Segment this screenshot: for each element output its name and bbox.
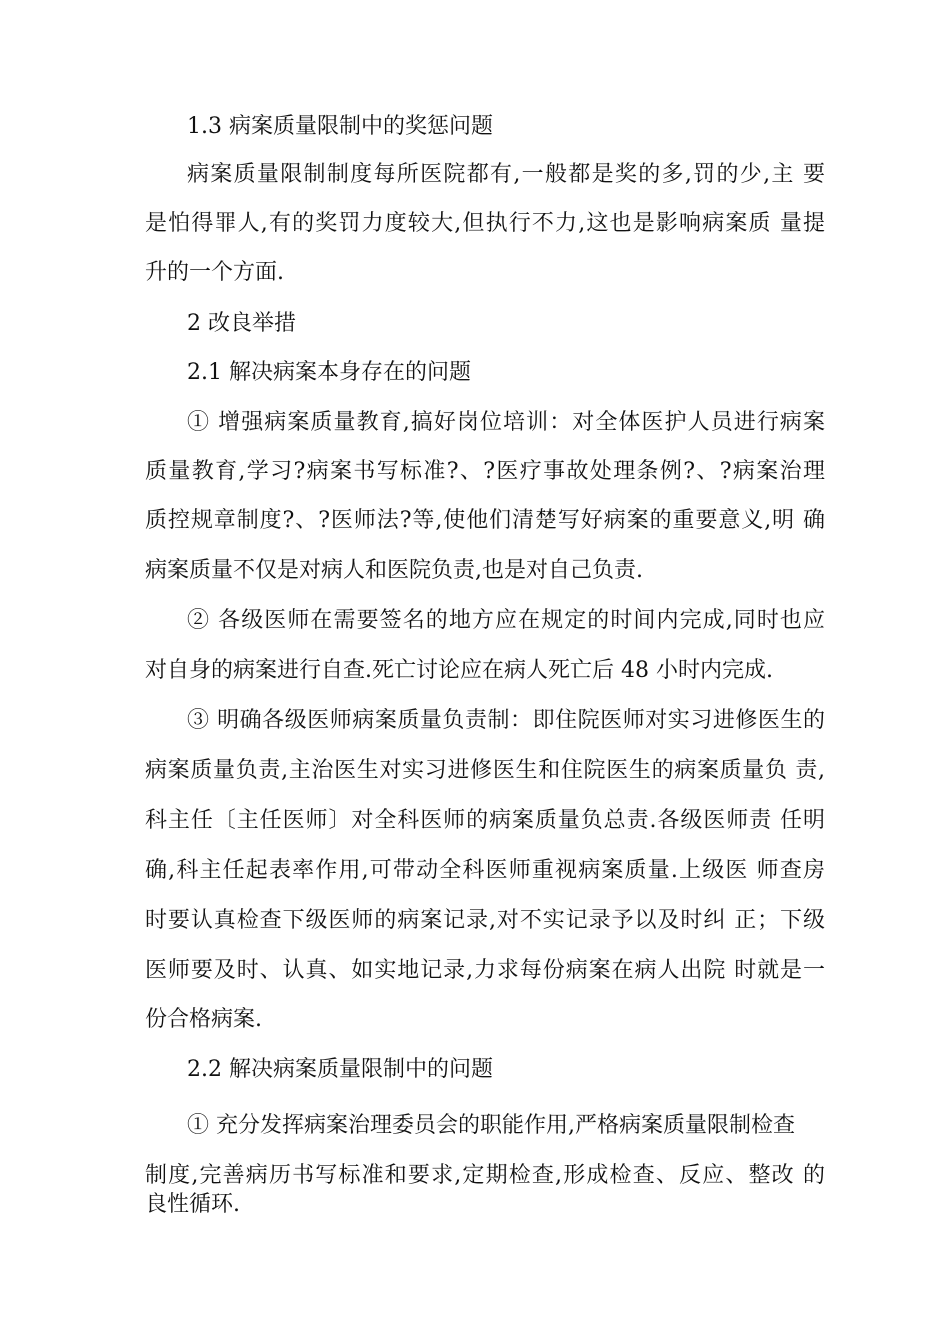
paragraph-line: ① 充分发挥病案治理委员会的职能作用,严格病案质量限制检查 — [187, 1113, 795, 1138]
paragraph-line: 质控规章制度?、?医师法?等,使他们清楚写好病案的重要意义,明 确 — [145, 508, 825, 533]
paragraph-line: 质量教育,学习?病案书写标准?、?医疗事故处理条例?、?病案治理 — [145, 459, 825, 484]
paragraph-line: 制度,完善病历书写标准和要求,定期检查,形成检查、反应、整改 的 — [145, 1163, 825, 1188]
section-heading-2-2: 2.2 解决病案质量限制中的问题 — [187, 1057, 493, 1082]
paragraph-line: 病案质量负责,主治医生对实习进修医生和住院医生的病案质量负 责, — [145, 758, 825, 783]
paragraph-line: ② 各级医师在需要签名的地方应在规定的时间内完成,同时也应 — [187, 608, 825, 633]
paragraph-line: 病案质量限制制度每所医院都有,一般都是奖的多,罚的少,主 要 — [187, 162, 825, 187]
paragraph-line: 时要认真检查下级医师的病案记录,对不实记录予以及时纠 正；下级 — [145, 908, 825, 933]
paragraph-line: 医师要及时、认真、如实地记录,力求每份病案在病人出院 时就是一 — [145, 958, 825, 983]
paragraph-line: 确,科主任起表率作用,可带动全科医师重视病案质量.上级医 师查房 — [145, 858, 825, 883]
section-heading-2: 2 改良举措 — [187, 311, 296, 336]
paragraph-line: ③ 明确各级医师病案质量负责制：即住院医师对实习进修医生的 — [187, 708, 825, 733]
paragraph-line: 升的一个方面. — [145, 260, 284, 285]
paragraph-line: 份合格病案. — [145, 1007, 262, 1032]
paragraph-line: 是怕得罪人,有的奖罚力度较大,但执行不力,这也是影响病案质 量提 — [145, 211, 825, 236]
section-heading-2-1: 2.1 解决病案本身存在的问题 — [187, 360, 471, 385]
section-heading-1-3: 1.3 病案质量限制中的奖惩问题 — [187, 114, 493, 139]
paragraph-line: 病案质量不仅是对病人和医院负责,也是对自己负责. — [145, 558, 643, 583]
paragraph-line: ① 增强病案质量教育,搞好岗位培训：对全体医护人员进行病案 — [187, 410, 825, 435]
paragraph-line: 科主任〔主任医师〕对全科医师的病案质量负总责.各级医师责 任明 — [145, 808, 825, 833]
paragraph-line: 对自身的病案进行自查.死亡讨论应在病人死亡后 48 小时内完成. — [145, 658, 773, 683]
paragraph-line: 良性循环. — [145, 1192, 240, 1217]
